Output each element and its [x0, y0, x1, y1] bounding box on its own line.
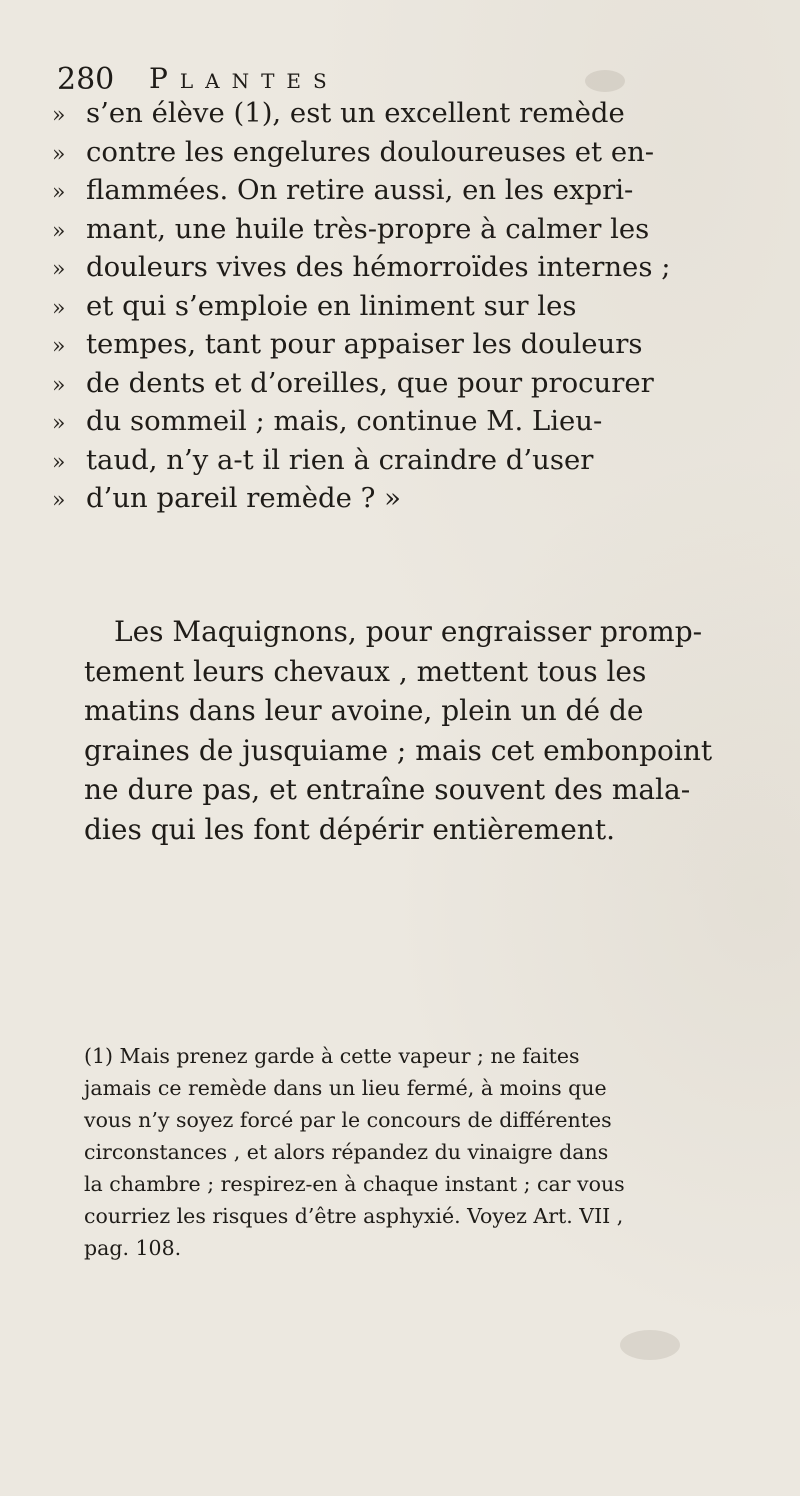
quoted-line: [52, 210, 772, 249]
footnote: [84, 1040, 784, 1264]
paragraph-line: tement leurs chevaux , mettent tous les: [84, 654, 647, 688]
line-text: tempes, tant pour appaiser les douleurs: [86, 328, 643, 360]
line-text: taud, n’y a-t il rien à craindre d’user: [86, 443, 594, 476]
footnote-line: jamais ce remède dans un lieu fermé, à moins que: [84, 1076, 607, 1100]
ink-smudge: [620, 1330, 680, 1360]
footnote-line: pag. 108.: [84, 1236, 182, 1260]
quoted-line: [52, 479, 772, 518]
paragraph-line: ne dure pas, et entraîne souvent des mala-: [84, 773, 691, 806]
footnote-line: vous n’y soyez forcé par le concours de différentes: [84, 1108, 612, 1132]
quoted-line: [52, 325, 772, 364]
quoted-line: [52, 402, 772, 441]
quoted-line: [52, 133, 772, 172]
guillemet-mark: »: [52, 449, 66, 475]
guillemet-mark: »: [52, 295, 66, 321]
quoted-line: [52, 171, 772, 210]
guillemet-mark: »: [52, 257, 66, 282]
line-text: douleurs vives des hémorroïdes internes ;: [86, 251, 671, 283]
line-text: mant, une huile très-propre à calmer les: [86, 212, 650, 245]
guillemet-mark: »: [52, 411, 66, 436]
guillemet-mark: »: [52, 218, 66, 244]
line-text: de dents et d’oreilles, que pour procurer: [86, 366, 654, 399]
quoted-line: [52, 364, 772, 403]
footnote-line: circonstances , et alors répandez du vinaigre dans: [84, 1140, 609, 1164]
paragraph-line: matins dans leur avoine, plein un dé de: [84, 694, 644, 727]
quoted-line: [52, 441, 772, 480]
footnote-line: courriez les risques d’être asphyxié. Voyez Art. VII ,: [84, 1204, 624, 1228]
line-text: flammées. On retire aussi, en les expri-: [86, 174, 634, 206]
quoted-line: [52, 248, 772, 287]
quoted-line: [52, 287, 772, 326]
footnote-line: (1) Mais prenez garde à cette vapeur ; ne faites: [84, 1044, 580, 1068]
guillemet-mark: »: [52, 103, 66, 128]
line-text: contre les engelures douloureuses et en-: [86, 135, 655, 168]
body-paragraph: [84, 612, 784, 849]
running-title: Plantes: [149, 62, 339, 95]
guillemet-mark: »: [52, 180, 66, 205]
line-text: s’en élève (1), est un excellent remède: [86, 97, 625, 129]
guillemet-mark: »: [52, 372, 66, 398]
guillemet-mark: »: [52, 334, 66, 359]
guillemet-mark: »: [52, 488, 66, 513]
quoted-line: [52, 94, 772, 133]
guillemet-mark: »: [52, 141, 66, 167]
line-text: d’un pareil remède ? »: [86, 482, 401, 514]
page-number: 280: [57, 62, 115, 97]
paragraph-line: Les Maquignons, pour engraisser promp-: [114, 615, 703, 648]
line-text: et qui s’emploie en liniment sur les: [86, 289, 577, 322]
footnote-line: la chambre ; respirez-en à chaque instant ; car vous: [84, 1172, 625, 1196]
line-text: du sommeil ; mais, continue M. Lieu-: [86, 405, 603, 437]
paragraph-line: dies qui les font dépérir entièrement.: [84, 812, 615, 846]
quoted-passage: [52, 94, 772, 518]
paragraph-line: graines de jusquiame ; mais cet embonpoint: [84, 733, 713, 767]
